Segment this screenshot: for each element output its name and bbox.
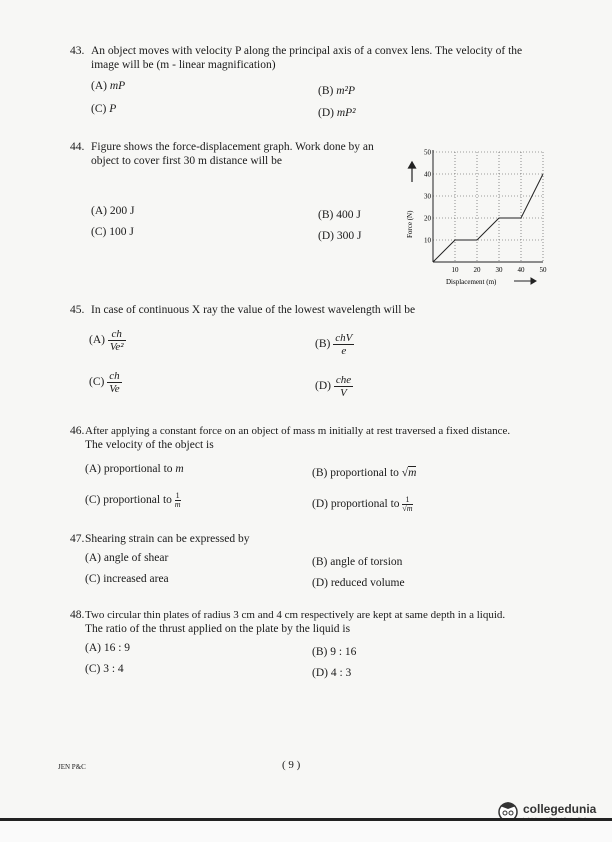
question-number: 43. bbox=[70, 45, 85, 57]
option-c[interactable]: (C) increased area bbox=[85, 573, 169, 585]
question-text: After applying a constant force on an object of mass m initially at rest traversed a fixed distance. bbox=[85, 425, 511, 437]
y-tick-label: 40 bbox=[424, 170, 431, 179]
question-text: object to cover first 30 m distance will be bbox=[91, 155, 282, 167]
y-tick-label: 30 bbox=[424, 192, 431, 201]
x-tick-label: 20 bbox=[473, 266, 481, 274]
option-b[interactable]: m²P bbox=[336, 85, 355, 97]
option-b[interactable]: (B) proportional to √m bbox=[312, 467, 417, 479]
option-b[interactable]: 400 J bbox=[336, 209, 361, 221]
option-label: (A) bbox=[91, 80, 107, 92]
option-label: (C) bbox=[89, 376, 105, 389]
option-a[interactable]: $\frac{ch}{\text{Ve²}}$ bbox=[109, 328, 124, 353]
question-number: 47. bbox=[70, 533, 85, 545]
option-label: (C) bbox=[91, 226, 107, 238]
right-arrow-icon bbox=[514, 278, 536, 284]
option-d[interactable]: (D) reduced volume bbox=[312, 577, 405, 589]
y-tick-label: 50 bbox=[424, 148, 431, 157]
option-label: (D) bbox=[318, 230, 334, 242]
question-text: An object moves with velocity P along the principal axis of a convex lens. The velocity of the bbox=[91, 45, 523, 57]
x-tick-label: 30 bbox=[495, 266, 503, 274]
question-text: Figure shows the force-displacement graph. Work done by an bbox=[91, 141, 374, 153]
option-a[interactable]: 200 J bbox=[109, 205, 135, 217]
x-axis-label: Displacement (m) bbox=[446, 278, 497, 286]
page-bottom-margin bbox=[0, 821, 612, 842]
option-label: (A) bbox=[91, 205, 107, 217]
option-d[interactable]: (D) 4 : 3 bbox=[312, 667, 352, 679]
option-c[interactable]: 100 J bbox=[109, 226, 134, 238]
y-tick-label: 20 bbox=[424, 214, 431, 223]
option-label: (D) bbox=[315, 380, 331, 393]
option-label: (D) bbox=[318, 107, 334, 119]
question-text: Shearing strain can be expressed by bbox=[85, 533, 250, 545]
y-axis-label: Force (N) bbox=[406, 210, 414, 238]
paper-code: JEN P&C bbox=[58, 763, 86, 771]
y-tick-labels bbox=[424, 149, 432, 245]
option-label: (A) bbox=[89, 334, 105, 347]
option-c[interactable]: (C) proportional to $\frac{1}{m}$ bbox=[85, 491, 181, 509]
option-label: (B) bbox=[318, 209, 334, 221]
x-tick-label: 10 bbox=[451, 266, 459, 274]
collegedunia-logo: collegedunia bbox=[497, 800, 596, 822]
option-label: (B) bbox=[315, 338, 331, 351]
question-number: 45. bbox=[70, 304, 85, 316]
option-a[interactable]: (A) angle of shear bbox=[85, 552, 169, 564]
question-text: The ratio of the thrust applied on the plate by the liquid is bbox=[85, 623, 351, 635]
option-a[interactable]: (A) proportional to m bbox=[85, 463, 184, 475]
option-a[interactable]: (A) 16 : 9 bbox=[85, 642, 131, 654]
option-d[interactable]: $\frac{\text{che}}{V}$ bbox=[335, 374, 352, 399]
force-displacement-graph bbox=[400, 140, 560, 290]
question-text: Two circular thin plates of radius 3 cm and 4 cm respectively are kept at same depth in a liquid. bbox=[85, 609, 506, 621]
option-d[interactable]: mP² bbox=[336, 107, 356, 119]
option-b[interactable]: (B) angle of torsion bbox=[312, 556, 403, 568]
option-d[interactable]: (D) proportional to $\frac{1}{√m}$ bbox=[312, 495, 413, 513]
y-tick-label: 10 bbox=[424, 236, 431, 245]
option-c[interactable]: (C) 3 : 4 bbox=[85, 663, 124, 675]
option-label: (C) bbox=[91, 103, 107, 115]
option-b[interactable]: $\frac{\text{chV}}{e}$ bbox=[335, 332, 353, 357]
option-b[interactable]: (B) 9 : 16 bbox=[312, 646, 357, 658]
question-text: The velocity of the object is bbox=[85, 439, 214, 451]
option-c[interactable]: $\frac{ch}{Ve}$ bbox=[109, 370, 120, 395]
option-c[interactable]: P bbox=[109, 103, 117, 115]
option-d[interactable]: 300 J bbox=[336, 230, 362, 242]
up-arrow-icon bbox=[409, 162, 416, 182]
option-label: (B) bbox=[318, 85, 334, 97]
question-number: 48. bbox=[70, 609, 85, 621]
question-number: 44. bbox=[70, 141, 85, 153]
page-number: ( 9 ) bbox=[282, 759, 301, 771]
question-text: image will be (m - linear magnification) bbox=[91, 59, 276, 71]
question-text: In case of continuous X ray the value of the lowest wavelength will be bbox=[91, 304, 416, 316]
x-tick-labels bbox=[452, 266, 548, 274]
x-tick-label: 50 bbox=[539, 266, 547, 274]
x-tick-label: 40 bbox=[517, 266, 525, 274]
question-number: 46. bbox=[70, 425, 85, 437]
option-a[interactable]: mP bbox=[109, 80, 126, 92]
